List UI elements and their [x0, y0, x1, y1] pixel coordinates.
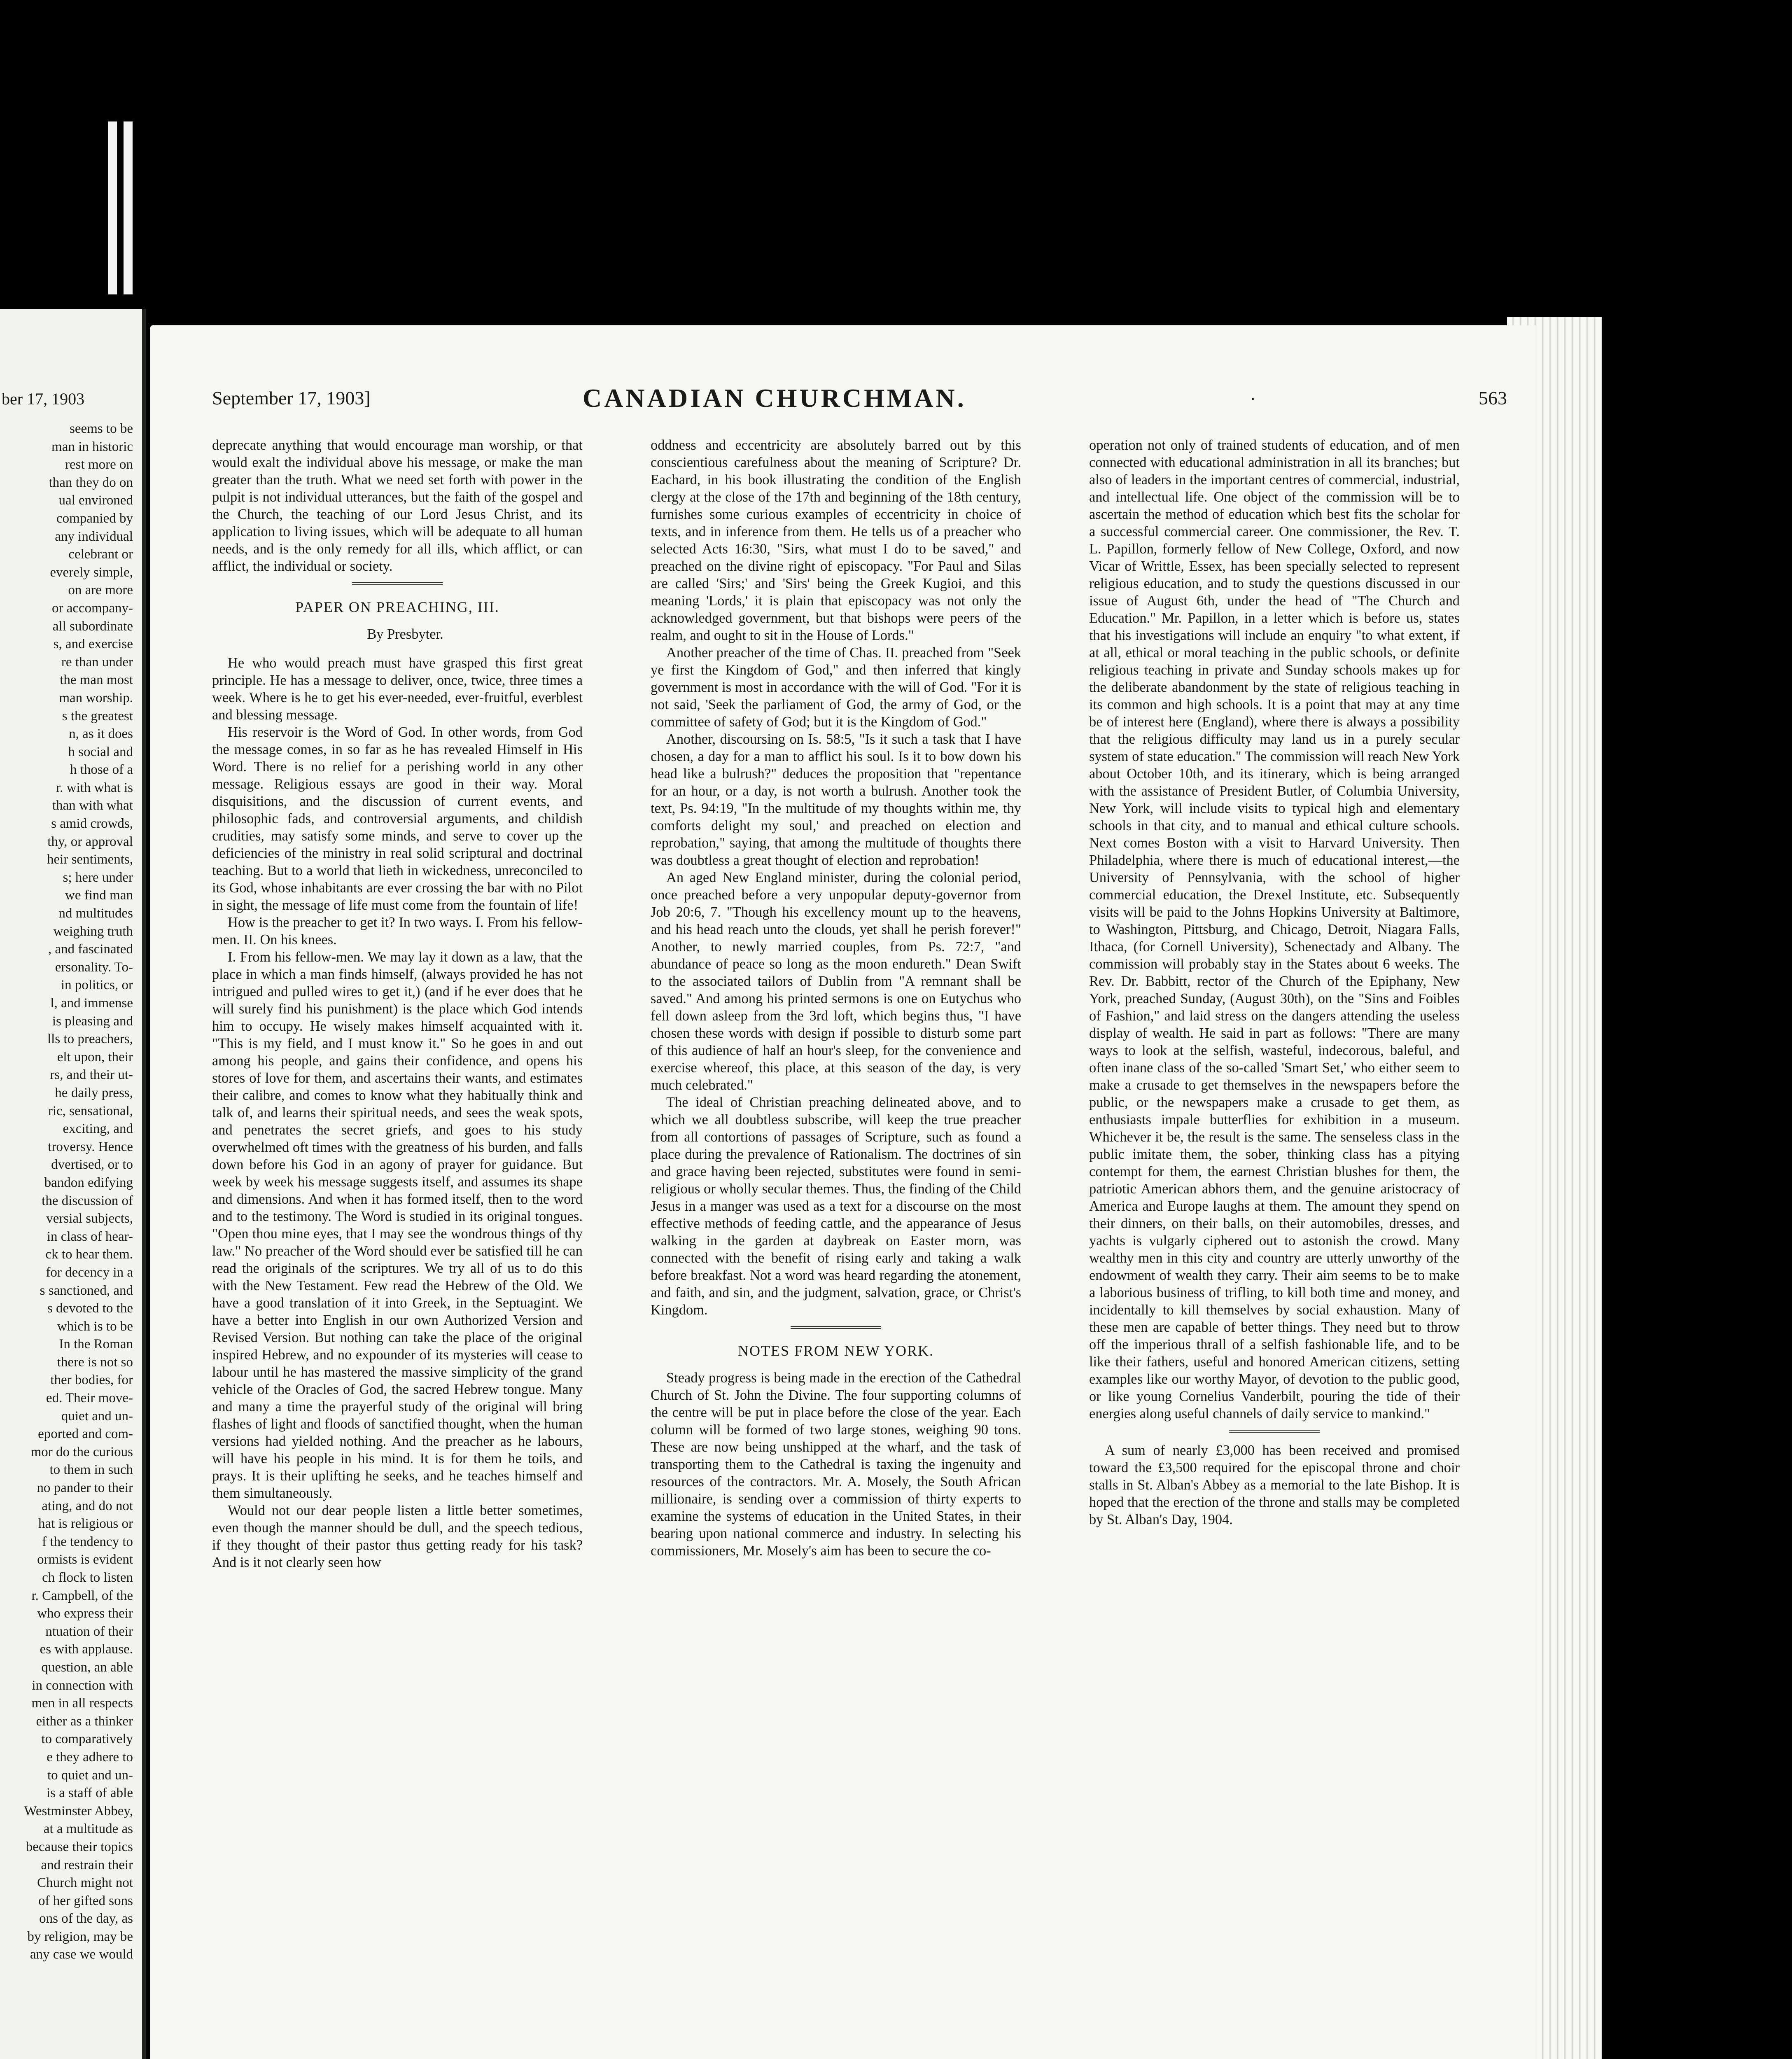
left-page-line: exciting, and	[63, 1121, 133, 1137]
left-page-line: is pleasing and	[52, 1013, 133, 1029]
left-page-line: ons of the day, as	[39, 1911, 133, 1926]
left-page-line: the man most	[60, 672, 133, 688]
column-3	[1089, 437, 1460, 1528]
left-page-line: In the Roman	[59, 1337, 133, 1352]
left-page-line: ck to hear them.	[45, 1247, 133, 1262]
left-page-line: Westminster Abbey,	[24, 1803, 133, 1819]
left-page-line: and restrain their	[41, 1857, 133, 1872]
paragraph: Would not our dear people listen a little better sometimes, even though the manner should be dull, and the speech tedious, if they thought of their pastor thus getting ready for his task? And is it not clearly seen how	[212, 1503, 583, 1570]
newspaper-page	[150, 325, 1536, 2059]
left-page-line: , and fascinated	[48, 942, 133, 957]
left-page-line: s; here under	[63, 870, 133, 885]
left-page-line: of her gifted sons	[38, 1893, 133, 1908]
left-page-line: e they adhere to	[47, 1749, 133, 1765]
left-page-line: to quiet and un-	[47, 1767, 133, 1783]
left-page-line: by religion, may be	[27, 1929, 133, 1944]
paragraph: oddness and eccentricity are absolutely barred out by this conscientious carefulness about the meaning of Scripture? Dr. Eachard, in his book illustrating the condition of the English clergy at the close of the 17th and beginning of the 18th century, furnishes some curious examples of eccentricity in choice of texts, and in inference from them. He tells us of a preacher who selected Acts 16:30, "Sirs, what must I do to be saved," and preached on the divine right of episcopacy. "For Paul and Silas are called 'Sirs;' and 'Sirs' being the Greek Kugioi, and this meaning 'Lords,' it is plain that episcopacy was not only the acknowledged government, but that bishops were peers of the realm, and ought to sit in the House of Lords."	[651, 437, 1021, 643]
left-page-line: r. with what is	[56, 780, 133, 795]
left-page-line: celebrant or	[68, 547, 133, 562]
left-page-line: mor do the curious	[30, 1444, 133, 1459]
left-page-line: either as a thinker	[36, 1713, 133, 1729]
left-page-line: is a staff of able	[46, 1786, 133, 1801]
paragraph: Steady progress is being made in the erection of the Cathedral Church of St. John the Divine. The four supporting columns of the centre will be put in place before the close of the year. Each column will be formed of two large stones, weighing 90 tons. These are now being unshipped at the wharf, and the task of transporting them to the Cathedral is taxing the ingenuity and resources of the contractors. Mr. A. Mosely, the South African millionaire, is sending over a commission of thirty experts to examine the systems of education in the United States, in their bearing upon national commerce and industry. In selecting his commissioners, Mr. Mosely's aim has been to secure the co-	[651, 1370, 1021, 1559]
left-page-line: he daily press,	[55, 1085, 133, 1100]
left-page-line: n, as it does	[69, 726, 133, 742]
left-page-line: rest more on	[65, 457, 133, 472]
masthead: CANADIAN CHURCHMAN.	[583, 383, 966, 413]
left-page-line: re than under	[61, 654, 133, 670]
left-page-line: than they do on	[49, 475, 133, 490]
paragraph: How is the preacher to get it? In two ways. I. From his fellow-men. II. On his knees.	[212, 915, 583, 948]
left-page-line: versial subjects,	[46, 1211, 133, 1226]
left-page-line: man worship.	[59, 690, 133, 705]
column-2	[651, 437, 1021, 1559]
paragraph: A sum of nearly £3,000 has been received and promised toward the £3,500 required for the episcopal throne and choir stalls in St. Alban's Abbey as a memorial to the late Bishop. It is hoped that the erection of the throne and stalls may be completed by St. Alban's Day, 1904.	[1089, 1443, 1460, 1527]
paragraph: deprecate anything that would encourage man worship, or that would exalt the individual above his message, or make the man greater than the truth. What we need set forth with power in the pulpit is not individual utterances, but the faith of the gospel and the Church, the teaching of our Lord Jesus Christ, and its application to living issues, which will be adequate to all human needs, and is the only remedy for all ills, which afflict, or can afflict, the individual or society.	[212, 437, 583, 574]
left-page-line: Church might not	[37, 1875, 133, 1891]
left-page-line: l, and immense	[50, 996, 133, 1011]
left-page-line: all subordinate	[52, 619, 133, 634]
left-page-line: any individual	[55, 529, 133, 544]
paragraph: I. From his fellow-men. We may lay it down as a law, that the place in which a man finds himself, (always provided he has not intrigued and pulled wires to get it,) (and if he ever does that he will surely find his punishment) is the place which God intends him to occupy. He wisely makes himself acquainted with it. "This is my field, and I must know it." So he goes in and out among his people, and gains their confidence, and opens his stores of love for them, and ascertains their wants, and estimates their calibre, and comes to know what they habitually think and talk of, and learns their spiritual needs, and sees the weak spots, and penetrates the secret griefs, and goes to his study overwhelmed oft times with the greatness of his burden, and falls down before his God in an agony of prayer for guidance. But week by week his message suggests itself, and assumes its shape and dimensions. And when it has formed itself, then to the word and to the testimony. The Word is studied in its original tongues. "Open thou mine eyes, that I may see the wondrous things of thy law." No preacher of the Word should ever be satisfied till he can read the originals of the scriptures. We try all of us to do this with the New Testament. Few read the Hebrew of the Old. We have a good translation of it into Greek, in the Septuagint. We have a better into English in our own Authorized Version and Revised Version. But nothing can take the place of the original inspired Hebrew, and no expounder of its mysteries will cease to labour until he has mastered the massive simplicity of the grand vehicle of the Oracles of God, the sacred Hebrew tongue. Many and many a time the prayerful study of the original will bring flashes of light and floods of sanctified thought, when the human versions had yielded nothing. And the preacher as he labours, will have his people in his mind. It is for them he toils, and prays. It is their uplifting he seeks, and he teaches himself and them simultaneously.	[212, 949, 583, 1501]
left-page-line: troversy. Hence	[48, 1139, 133, 1154]
left-page-line: on are more	[68, 583, 133, 598]
page-header	[212, 383, 1507, 416]
left-page-line: s, and exercise	[53, 637, 133, 652]
paragraph: His reservoir is the Word of God. In other words, from God the message comes, in so far as he has revealed Himself in His Word. There is no relief for a perishing world in any other message. Religious essays are good in their way. Moral disquisitions, and the discussion of current events, and philosophic fads, and controversial arguments, and childish crudities, may satisfy some minds, and serve to cover up the deficiencies of the ministry in real solid scriptural and doctrinal teaching. But to a world that lieth in wickedness, unreconciled to its God, whose inhabitants are ever crossing the bar with no Pilot in sight, the message of life must come from the fountain of life!	[212, 724, 583, 913]
left-page-line: ersonality. To-	[55, 959, 133, 975]
left-page-line: no pander to their	[37, 1480, 133, 1496]
paragraph: Another, discoursing on Is. 58:5, "Is it such a task that I have chosen, a day for a man to afflict his soul. Is it to bow down his head like a bulrush?" deduces the proposition that "repentance for an hour, or a day, is not worth a bulrush. Another took the text, Ps. 94:19, "In the multitude of my thoughts within me, thy comforts delight my soul,' and preached on election and reprobation," saying, that among the multitude of thoughts there was doubtless a great thought of election and reprobation!	[651, 731, 1021, 868]
left-page-line: we find man	[65, 888, 133, 903]
left-page-line: h those of a	[70, 762, 133, 777]
left-page-fragment	[0, 309, 146, 2059]
left-page-line: question, an able	[41, 1660, 133, 1675]
left-page-line: ch flock to listen	[42, 1570, 133, 1585]
left-page-line: ther bodies, for	[50, 1373, 133, 1388]
section-rule	[352, 582, 443, 585]
left-page-line: man in historic	[51, 439, 133, 454]
left-page-line: s the greatest	[62, 708, 133, 724]
left-page-line: to them in such	[49, 1462, 133, 1478]
left-page-line: everely simple,	[50, 565, 133, 580]
left-page-line: seems to be	[70, 421, 133, 436]
paragraph: Another preacher of the time of Chas. II. preached from "Seek ye first the Kingdom of God," and then inferred that kingly government is most in accordance with the will of God. "For it is not said, 'Seek the parliament of God, the army of God, or the committee of safety of God; but it is the Kingdom of God."	[651, 645, 1021, 730]
left-page-line: s amid crowds,	[51, 816, 133, 831]
left-page-line: in connection with	[32, 1678, 133, 1693]
section-rule	[791, 1326, 881, 1329]
left-page-line: elt upon, their	[57, 1049, 133, 1065]
left-page-line: ormists is evident	[37, 1552, 133, 1567]
left-page-line: men in all respects	[31, 1696, 133, 1711]
left-page-line: s devoted to the	[47, 1301, 133, 1316]
left-page-line: for decency in a	[46, 1265, 133, 1280]
left-page-line: than with what	[52, 798, 133, 813]
paragraph: The ideal of Christian preaching delineated above, and to which we all doubtless subscribe, will keep the true preacher from all contortions of passages of Scripture, such as found a place during the prevalence of Rationalism. The doctrines of sin and grace having been rejected, substitutes were found in semi-religious or wholly secular themes. Thus, the finding of the Child Jesus in a manger was used as a text for a discourse on the most effective methods of feeding cattle, and the appearance of Jesus walking in the garden at daybreak on Easter morn, was connected with the benefit of rising early and taking a walk before breakfast. Not a word was heard regarding the atonement, and faith, and sin, and the judgment, salvation, grace, or Christ's Kingdom.	[651, 1095, 1021, 1318]
left-page-line: rs, and their ut-	[50, 1067, 133, 1083]
left-page-line: companied by	[56, 511, 133, 526]
paragraph: operation not only of trained students of education, and of men connected with educational administration in all its branches; but also of leaders in the important centres of commercial, industrial, and intellectual life. One object of the commission will be to ascertain the method of education which best fits the scholar for a successful commercial career. One commissioner, the Rev. T. L. Papillon, formerly fellow of New College, Oxford, and now Vicar of Writtle, Essex, has been specially selected to represent religious education, and to study the questions discussed in our issue of August 6th, under the head of "The Church and Education." Mr. Papillon, in a letter which is before us, states that his investigations will include an enquiry "to what extent, if at all, ethical or moral teaching in the public schools, or definite religious teaching in private and Sunday schools makes up for the deliberate abandonment by the state of religious teaching in its common and high schools. It is a point that may at any time be of interest here (England), where there is always a possibility that the religious difficulty may land us in a purely secular system of state education." The commission will reach New York about October 10th, and its itinerary, which is being arranged with the assistance of President Butler, of Columbia University, New York, will include visits to typical high and elementary schools in that city, and to manual and ethical culture schools. Next comes Boston with a visit to Harvard University. Then Philadelphia, where there is much of educational interest,—the University of Pennsylvania, with the school of higher commercial education, the Drexel Institute, etc. Subsequently visits will be paid to the Johns Hopkins University at Baltimore, to Washington, Pittsburg, and Chicago, Detroit, Niagara Falls, Ithaca, (for Cornell University), Schenectady and Albany. The commission will probably stay in the States about 6 weeks. The Rev. Dr. Babbitt, rector of the Church of the Epiphany, New York, preached Sunday, (August 30th), on the "Sins and Foibles of Fashion," and laid stress on the dangers attending the useless display of wealth. He said in part as follows: "There are many ways to look at the selfish, wasteful, indecorous, baleful, and often inane class of the so-called 'Smart Set,' who either seem to make a crusade to get themselves in the newspapers before the public, or the newspapers make a crusade to get them, as enthusiasts impale butterflies for exhibition in a museum. Whichever it be, the result is the same. The senseless class in the public imitate them, the sober, thinking class has a pitying contempt for them, the earnest Christian blushes for them, the patriotic American abhors them, and the genuine aristocracy of America and Europe laughs at them. The amount they spend on their dinners, on their balls, on their automobiles, dresses, and yachts is vulgarly ciphered out to astonish the crowd. Many wealthy men in this city and country are utterly unworthy of the endowment of wealth they carry. Their aim seems to be to make a laborious business of trifling, to kill both time and money, and incidentally to kill themselves by social exhaustion. Many of these men are capable of better things. They need but to throw off the imperious thrall of a selfish fashionable life, and to be like their fathers, useful and honored American citizens, setting examples like our worthy Mayor, of devotion to the public good, or like young Cornelius Vanderbilt, pouring the tide of their energies along useful channels of daily service to mankind."	[1089, 437, 1460, 1422]
section-heading: NOTES FROM NEW YORK.	[737, 1342, 934, 1359]
left-page-line: in politics, or	[61, 978, 133, 993]
section-heading: PAPER ON PREACHING, III.	[295, 599, 499, 615]
left-page-line: s sanctioned, and	[40, 1283, 133, 1298]
left-page-line: f the tendency to	[42, 1534, 133, 1549]
left-page-line: in class of hear-	[47, 1229, 133, 1244]
paragraph: An aged New England minister, during the colonial period, once preached before a very unpopular deputy-governor from Job 20:6, 7. "Though his excellency mount up to the heavens, and his head reach unto the clouds, yet shall he perish forever!" Another, to newly married couples, from Ps. 72:7, "and abundance of peace so long as the moon endureth." Dean Swift to the associated tailors of Dublin from "A remnant shall be saved." And among his printed sermons is one on Eutychus who fell down asleep from the 3rd loft, which begins thus, "I have chosen these words with design if possible to disturb some part of this audience of half an hour's sleep, for the convenience and exercise whereof, this place, at this season of the day, is very much celebrated."	[651, 870, 1021, 1093]
left-page-line: r. Campbell, of the	[31, 1588, 133, 1603]
left-page-line: bandon edifying	[44, 1175, 133, 1190]
left-page-text	[0, 420, 133, 1964]
byline: By Presbyter.	[367, 626, 443, 642]
paragraph: He who would preach must have grasped this first great principle. He has a message to deliver, once, twice, three times a week. Where is he to get his ever-needed, ever-fruitful, everblest and blessing message.	[212, 655, 583, 723]
issue-date: September 17, 1903]	[212, 388, 371, 409]
left-page-line: there is not so	[57, 1354, 133, 1370]
left-page-line: es with applause.	[40, 1642, 133, 1657]
left-page-line: which is to be	[57, 1319, 133, 1334]
left-page-line: any case we would	[30, 1947, 133, 1962]
left-page-line: because their topics	[26, 1839, 133, 1854]
left-page-line: ric, sensational,	[48, 1103, 133, 1118]
binding-bar-top-2	[124, 121, 133, 294]
left-page-line: eported and com-	[38, 1426, 133, 1442]
left-page-line: who express their	[37, 1606, 133, 1621]
left-page-line: or accompany-	[52, 600, 133, 616]
left-page-line: ual environed	[58, 493, 133, 508]
left-page-line: nd multitudes	[58, 906, 133, 921]
page-number: 563	[1479, 388, 1507, 409]
left-page-line: dvertised, or to	[51, 1157, 133, 1172]
left-page-line: ating, and do not	[42, 1498, 133, 1513]
left-page-line: heir sentiments,	[47, 852, 133, 867]
left-page-line: thy, or approval	[47, 834, 133, 849]
left-page-line: to comparatively	[41, 1732, 133, 1747]
left-page-line: ed. Their move-	[46, 1391, 133, 1406]
left-page-line: at a multitude as	[43, 1821, 133, 1837]
left-page-header: ber 17, 1903	[2, 390, 85, 408]
header-dot: ·	[1250, 388, 1256, 409]
binding-bar-top-1	[108, 121, 117, 294]
left-page-line: weighing truth	[53, 924, 133, 939]
left-page-line: hat is religious or	[38, 1516, 133, 1531]
left-page-line: quiet and un-	[61, 1408, 133, 1424]
left-page-line: h social and	[68, 744, 133, 759]
section-rule	[1229, 1430, 1320, 1433]
left-page-line: ntuation of their	[45, 1624, 133, 1639]
left-page-line: the discussion of	[42, 1193, 133, 1208]
left-page-line: lls to preachers,	[47, 1032, 133, 1047]
column-1	[212, 437, 583, 1571]
